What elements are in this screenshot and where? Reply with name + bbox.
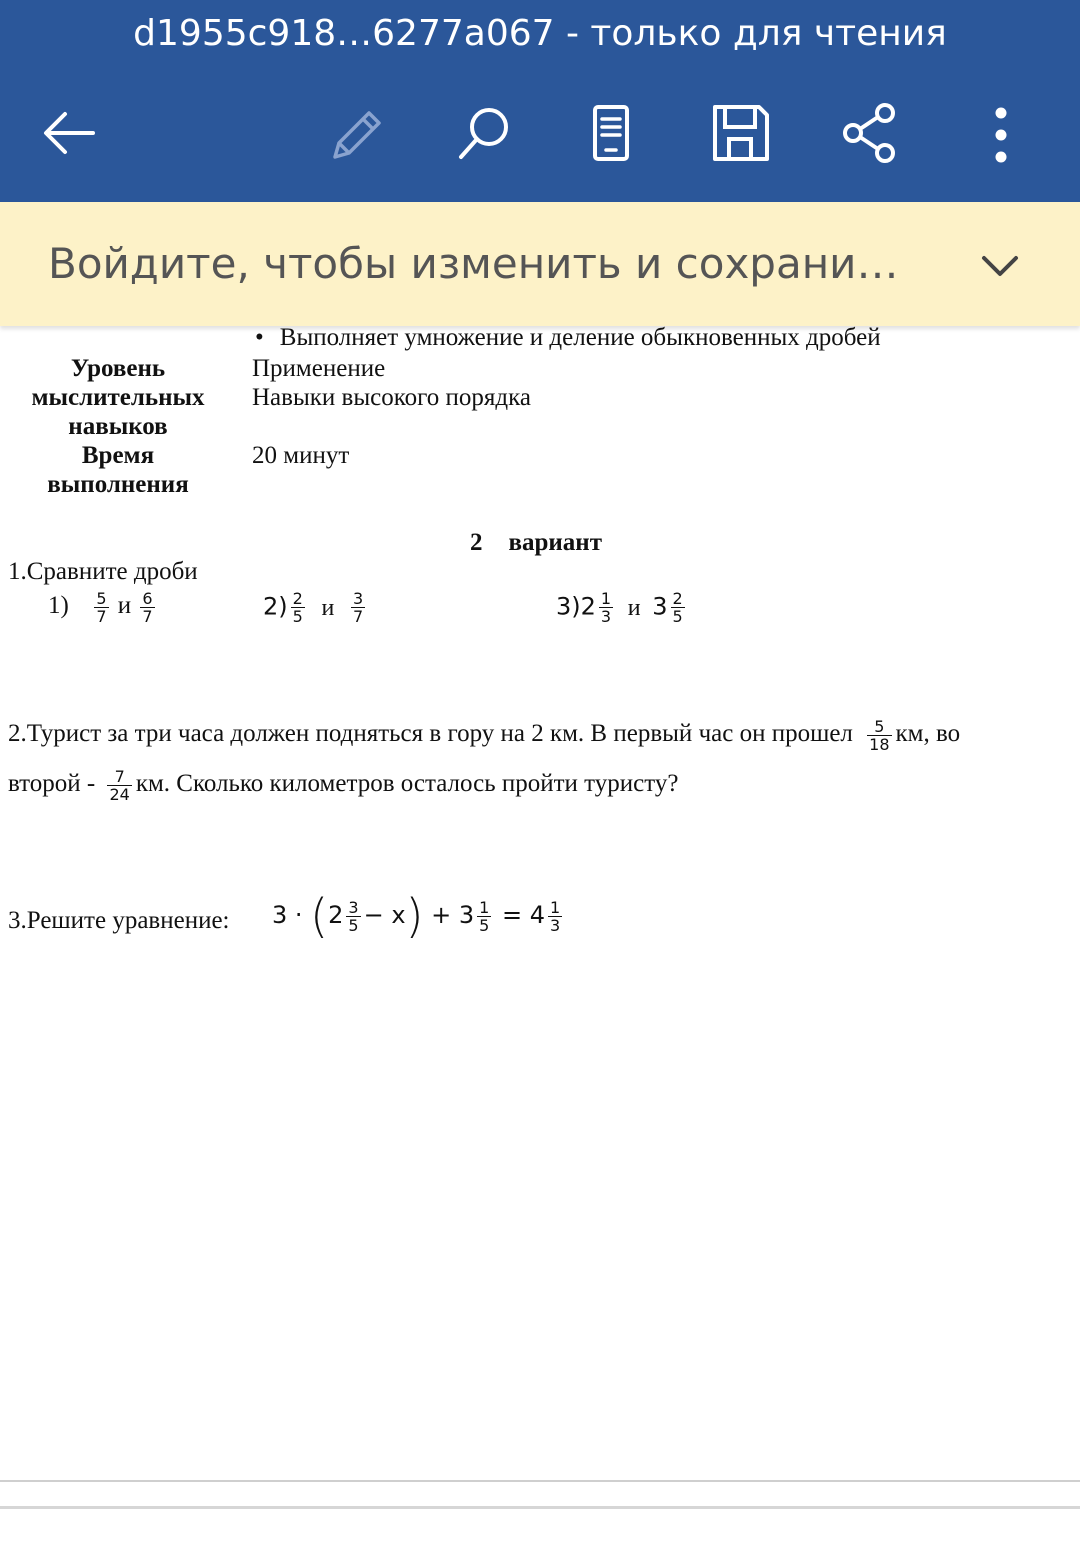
task1-pair-3: 3)2 $\frac{1}{3}$ и 3 $\frac{2}{5}$ xyxy=(556,589,683,626)
edit-button[interactable] xyxy=(320,98,390,168)
levels-values: Применение Навыки высокого порядка xyxy=(252,355,531,411)
fraction-numerator: 1 xyxy=(479,897,490,917)
edit-pencil-icon xyxy=(323,101,387,165)
fraction-numerator: 1 xyxy=(600,589,612,608)
save-button[interactable] xyxy=(706,98,776,168)
fraction xyxy=(140,590,154,625)
save-icon xyxy=(709,101,773,165)
fraction-denominator: 5 xyxy=(348,915,359,935)
sign-in-banner-text: Войдите, чтобы изменить и сохрани… xyxy=(48,239,899,288)
fraction-denominator: 5 xyxy=(672,607,683,626)
fraction xyxy=(548,899,562,934)
bullet-dot: • xyxy=(255,324,264,351)
fraction xyxy=(671,590,685,625)
back-button[interactable] xyxy=(34,98,104,168)
fraction-numerator: 7 xyxy=(114,767,125,786)
variant-heading: 2 вариант xyxy=(470,529,602,556)
fraction-numerator: 3 xyxy=(352,589,364,608)
task1-pair-2: 2) $\frac{2}{5}$ и $\frac{3}{7}$ xyxy=(263,589,364,626)
back-arrow-icon xyxy=(37,101,101,165)
more-vert-icon xyxy=(965,101,1029,165)
task3-equation: 3 · (2 $\frac{3}{5}$ − x) + 3 $\frac{1}{5}$ = 4 $\frac{1}{3}$ xyxy=(272,889,561,943)
fraction-numerator: 2 xyxy=(292,589,303,608)
document-page xyxy=(0,326,1080,1476)
page-divider xyxy=(0,1506,1080,1509)
fraction-numerator: 3 xyxy=(348,897,359,917)
fraction-numerator: 2 xyxy=(672,589,683,608)
fraction-denominator: 3 xyxy=(600,607,612,626)
share-button[interactable] xyxy=(834,98,904,168)
fraction xyxy=(94,590,108,625)
fraction-denominator: 7 xyxy=(142,607,153,626)
reading-mode-button[interactable] xyxy=(576,98,646,168)
fraction xyxy=(107,768,131,803)
sign-in-banner[interactable] xyxy=(0,202,1080,326)
reading-mode-icon xyxy=(579,101,643,165)
time-value: 20 минут xyxy=(252,442,350,469)
bullet-line xyxy=(255,324,881,352)
task2-line1: 2.Турист за три часа должен подняться в гору на 2 км. В первый час он прошел $\frac{5}{18}$ км, во xyxy=(8,717,961,754)
share-icon xyxy=(837,101,901,165)
task1-pair-1: 1) $\frac{5}{7}$ и $\frac{6}{7}$ xyxy=(48,589,153,626)
bullet-text: Выполняет умножение и деление обыкновенных дробей xyxy=(279,324,881,351)
fraction-denominator: 18 xyxy=(869,735,890,754)
fraction-denominator: 3 xyxy=(550,915,561,935)
task1-title: 1.Сравните дроби xyxy=(8,558,198,585)
chevron-down-icon[interactable] xyxy=(972,238,1028,294)
time-label: Время выполнения xyxy=(47,442,189,498)
search-icon xyxy=(451,101,515,165)
fraction xyxy=(291,590,305,625)
more-options-button[interactable] xyxy=(962,98,1032,168)
fraction xyxy=(867,718,891,753)
fraction-numerator: 6 xyxy=(142,589,153,608)
fraction-numerator: 5 xyxy=(874,717,885,736)
fraction-denominator: 7 xyxy=(352,607,364,626)
fraction-denominator: 5 xyxy=(292,607,303,626)
search-button[interactable] xyxy=(448,98,518,168)
levels-label: Уровень мыслительных навыков xyxy=(31,355,205,440)
fraction xyxy=(599,590,613,625)
fraction xyxy=(477,899,491,934)
task3-label: 3.Решите уравнение: xyxy=(8,907,230,934)
fraction xyxy=(351,590,365,625)
fraction-numerator: 1 xyxy=(550,897,561,917)
document-title: d1955c918…6277a067 - только для чтения xyxy=(133,13,947,54)
fraction-denominator: 7 xyxy=(96,607,107,626)
app-bar xyxy=(0,0,1080,202)
fraction-denominator: 24 xyxy=(109,785,130,804)
fraction-denominator: 5 xyxy=(479,915,490,935)
page-divider xyxy=(0,1480,1080,1482)
task2-line2: второй - $\frac{7}{24}$ км. Сколько километров осталось пройти туристу? xyxy=(8,767,679,804)
fraction-numerator: 5 xyxy=(96,589,107,608)
fraction xyxy=(346,899,360,934)
